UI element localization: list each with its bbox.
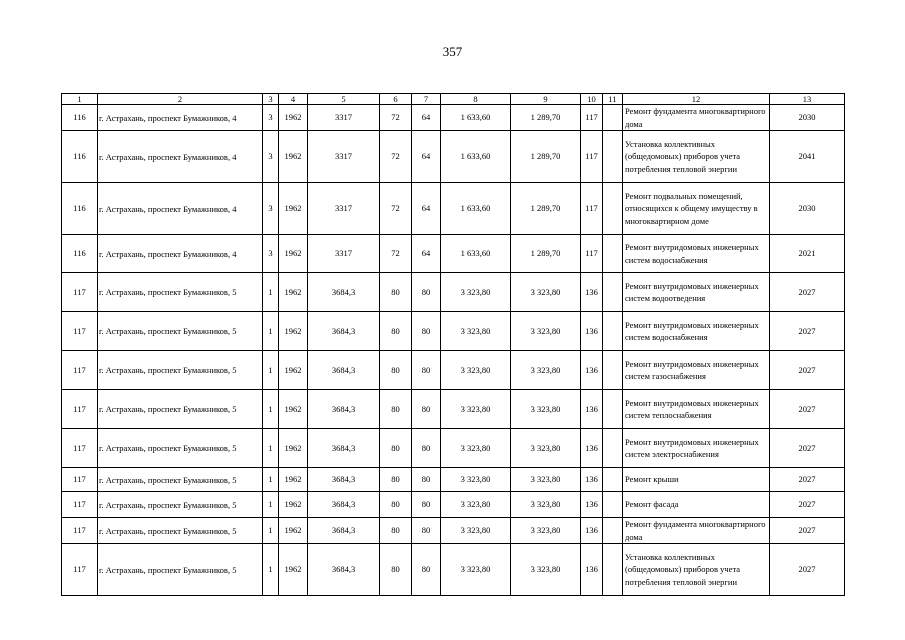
col10-cell: 117 <box>581 105 603 131</box>
year-planned-cell: 2027 <box>770 492 845 518</box>
col9-cell: 3 323,80 <box>511 273 581 312</box>
table-row <box>62 312 845 351</box>
col8-cell: 1 633,60 <box>441 105 511 131</box>
col9-cell: 3 323,80 <box>511 312 581 351</box>
year-planned-cell: 2027 <box>770 312 845 351</box>
area-cell: 3684,3 <box>308 429 380 468</box>
column-number: 2 <box>98 94 263 105</box>
column-number: 11 <box>603 94 623 105</box>
table-row <box>62 429 845 468</box>
col11-cell <box>603 518 623 544</box>
column-number: 12 <box>623 94 770 105</box>
address-cell: г. Астрахань, проспект Бумажников, 5 <box>98 544 263 596</box>
year-cell: 1962 <box>279 273 308 312</box>
row-number-cell: 117 <box>62 429 98 468</box>
col3-cell: 1 <box>263 429 279 468</box>
column-number: 9 <box>511 94 581 105</box>
col10-cell: 136 <box>581 518 603 544</box>
year-planned-cell: 2027 <box>770 518 845 544</box>
col7-cell: 80 <box>412 351 441 390</box>
year-cell: 1962 <box>279 351 308 390</box>
col8-cell: 3 323,80 <box>441 518 511 544</box>
col8-cell: 1 633,60 <box>441 131 511 183</box>
address-cell: г. Астрахань, проспект Бумажников, 4 <box>98 183 263 235</box>
row-number-cell: 116 <box>62 105 98 131</box>
year-planned-cell: 2030 <box>770 183 845 235</box>
col10-cell: 136 <box>581 273 603 312</box>
col9-cell: 3 323,80 <box>511 492 581 518</box>
address-cell: г. Астрахань, проспект Бумажников, 5 <box>98 390 263 429</box>
col8-cell: 1 633,60 <box>441 183 511 235</box>
year-cell: 1962 <box>279 312 308 351</box>
work-type-cell: Ремонт внутридомовых инженерных систем водоотведения <box>623 273 770 312</box>
column-number: 5 <box>308 94 380 105</box>
col3-cell: 1 <box>263 390 279 429</box>
area-cell: 3317 <box>308 105 380 131</box>
col7-cell: 80 <box>412 429 441 468</box>
col7-cell: 64 <box>412 105 441 131</box>
column-number: 13 <box>770 94 845 105</box>
col9-cell: 3 323,80 <box>511 544 581 596</box>
col3-cell: 1 <box>263 544 279 596</box>
row-number-cell: 116 <box>62 235 98 273</box>
col9-cell: 3 323,80 <box>511 468 581 492</box>
row-number-cell: 117 <box>62 390 98 429</box>
col6-cell: 80 <box>380 390 412 429</box>
table-row <box>62 183 845 235</box>
column-number: 3 <box>263 94 279 105</box>
col7-cell: 80 <box>412 468 441 492</box>
area-cell: 3684,3 <box>308 468 380 492</box>
table-row <box>62 351 845 390</box>
col6-cell: 80 <box>380 468 412 492</box>
col7-cell: 80 <box>412 544 441 596</box>
column-number: 1 <box>62 94 98 105</box>
col8-cell: 1 633,60 <box>441 235 511 273</box>
col3-cell: 1 <box>263 312 279 351</box>
work-type-cell: Ремонт фундамента многоквартирного дома <box>623 105 770 131</box>
row-number-cell: 116 <box>62 183 98 235</box>
col8-cell: 3 323,80 <box>441 468 511 492</box>
table-row <box>62 273 845 312</box>
row-number-cell: 117 <box>62 468 98 492</box>
address-cell: г. Астрахань, проспект Бумажников, 5 <box>98 273 263 312</box>
col11-cell <box>603 544 623 596</box>
work-type-cell: Ремонт внутридомовых инженерных систем водоснабжения <box>623 235 770 273</box>
col11-cell <box>603 131 623 183</box>
table-row <box>62 518 845 544</box>
col7-cell: 80 <box>412 492 441 518</box>
col7-cell: 80 <box>412 273 441 312</box>
address-cell: г. Астрахань, проспект Бумажников, 4 <box>98 131 263 183</box>
area-cell: 3317 <box>308 235 380 273</box>
year-planned-cell: 2021 <box>770 235 845 273</box>
address-cell: г. Астрахань, проспект Бумажников, 5 <box>98 429 263 468</box>
col10-cell: 136 <box>581 312 603 351</box>
col9-cell: 3 323,80 <box>511 518 581 544</box>
work-type-cell: Ремонт фундамента многоквартирного дома <box>623 518 770 544</box>
row-number-cell: 117 <box>62 544 98 596</box>
row-number-cell: 117 <box>62 312 98 351</box>
col11-cell <box>603 390 623 429</box>
area-cell: 3684,3 <box>308 273 380 312</box>
year-planned-cell: 2027 <box>770 468 845 492</box>
col8-cell: 3 323,80 <box>441 492 511 518</box>
col9-cell: 3 323,80 <box>511 429 581 468</box>
col6-cell: 72 <box>380 131 412 183</box>
area-cell: 3684,3 <box>308 351 380 390</box>
column-number: 7 <box>412 94 441 105</box>
col10-cell: 136 <box>581 468 603 492</box>
col3-cell: 1 <box>263 468 279 492</box>
area-cell: 3684,3 <box>308 390 380 429</box>
col8-cell: 3 323,80 <box>441 351 511 390</box>
col9-cell: 1 289,70 <box>511 131 581 183</box>
col7-cell: 64 <box>412 183 441 235</box>
address-cell: г. Астрахань, проспект Бумажников, 5 <box>98 468 263 492</box>
page-number: 357 <box>442 44 463 59</box>
area-cell: 3684,3 <box>308 518 380 544</box>
col6-cell: 80 <box>380 312 412 351</box>
col6-cell: 72 <box>380 183 412 235</box>
col11-cell <box>603 468 623 492</box>
col7-cell: 64 <box>412 131 441 183</box>
address-cell: г. Астрахань, проспект Бумажников, 5 <box>98 518 263 544</box>
col6-cell: 80 <box>380 429 412 468</box>
col6-cell: 72 <box>380 235 412 273</box>
col9-cell: 1 289,70 <box>511 235 581 273</box>
year-cell: 1962 <box>279 518 308 544</box>
year-cell: 1962 <box>279 468 308 492</box>
work-type-cell: Ремонт внутридомовых инженерных систем теплоснабжения <box>623 390 770 429</box>
col10-cell: 136 <box>581 544 603 596</box>
year-planned-cell: 2027 <box>770 351 845 390</box>
col3-cell: 1 <box>263 518 279 544</box>
table-row <box>62 544 845 596</box>
col3-cell: 1 <box>263 351 279 390</box>
area-cell: 3317 <box>308 183 380 235</box>
year-cell: 1962 <box>279 544 308 596</box>
column-number: 10 <box>581 94 603 105</box>
col3-cell: 1 <box>263 492 279 518</box>
col6-cell: 80 <box>380 273 412 312</box>
col10-cell: 136 <box>581 390 603 429</box>
area-cell: 3317 <box>308 131 380 183</box>
col11-cell <box>603 235 623 273</box>
address-cell: г. Астрахань, проспект Бумажников, 5 <box>98 312 263 351</box>
year-cell: 1962 <box>279 235 308 273</box>
col6-cell: 80 <box>380 492 412 518</box>
year-cell: 1962 <box>279 429 308 468</box>
col10-cell: 117 <box>581 131 603 183</box>
col3-cell: 3 <box>263 235 279 273</box>
col3-cell: 1 <box>263 273 279 312</box>
col6-cell: 72 <box>380 105 412 131</box>
column-number: 8 <box>441 94 511 105</box>
col6-cell: 80 <box>380 518 412 544</box>
work-type-cell: Ремонт крыши <box>623 468 770 492</box>
column-number-row <box>62 94 845 105</box>
row-number-cell: 116 <box>62 131 98 183</box>
year-cell: 1962 <box>279 131 308 183</box>
year-planned-cell: 2027 <box>770 544 845 596</box>
col10-cell: 117 <box>581 235 603 273</box>
year-planned-cell: 2041 <box>770 131 845 183</box>
column-number: 6 <box>380 94 412 105</box>
col11-cell <box>603 183 623 235</box>
year-cell: 1962 <box>279 390 308 429</box>
year-planned-cell: 2027 <box>770 273 845 312</box>
work-type-cell: Ремонт фасада <box>623 492 770 518</box>
col7-cell: 80 <box>412 312 441 351</box>
area-cell: 3684,3 <box>308 312 380 351</box>
work-type-cell: Ремонт внутридомовых инженерных систем водоснабжения <box>623 312 770 351</box>
col11-cell <box>603 351 623 390</box>
address-cell: г. Астрахань, проспект Бумажников, 4 <box>98 105 263 131</box>
col6-cell: 80 <box>380 351 412 390</box>
col7-cell: 64 <box>412 235 441 273</box>
address-cell: г. Астрахань, проспект Бумажников, 5 <box>98 492 263 518</box>
col11-cell <box>603 105 623 131</box>
register-table <box>61 93 845 596</box>
col9-cell: 3 323,80 <box>511 390 581 429</box>
col8-cell: 3 323,80 <box>441 312 511 351</box>
year-planned-cell: 2027 <box>770 429 845 468</box>
col11-cell <box>603 312 623 351</box>
row-number-cell: 117 <box>62 351 98 390</box>
year-cell: 1962 <box>279 183 308 235</box>
table-body <box>62 94 845 596</box>
col11-cell <box>603 429 623 468</box>
area-cell: 3684,3 <box>308 492 380 518</box>
year-cell: 1962 <box>279 492 308 518</box>
column-number: 4 <box>279 94 308 105</box>
table-row <box>62 131 845 183</box>
table-row <box>62 235 845 273</box>
work-type-cell: Установка коллективных (общедомовых) приборов учета потребления тепловой энергии <box>623 544 770 596</box>
work-type-cell: Ремонт внутридомовых инженерных систем газоснабжения <box>623 351 770 390</box>
col10-cell: 136 <box>581 429 603 468</box>
col10-cell: 136 <box>581 492 603 518</box>
year-planned-cell: 2027 <box>770 390 845 429</box>
col8-cell: 3 323,80 <box>441 390 511 429</box>
table-row <box>62 468 845 492</box>
col8-cell: 3 323,80 <box>441 273 511 312</box>
work-type-cell: Установка коллективных (общедомовых) приборов учета потребления тепловой энергии <box>623 131 770 183</box>
col9-cell: 1 289,70 <box>511 183 581 235</box>
col3-cell: 3 <box>263 105 279 131</box>
col11-cell <box>603 273 623 312</box>
address-cell: г. Астрахань, проспект Бумажников, 4 <box>98 235 263 273</box>
col8-cell: 3 323,80 <box>441 544 511 596</box>
col8-cell: 3 323,80 <box>441 429 511 468</box>
col6-cell: 80 <box>380 544 412 596</box>
col9-cell: 1 289,70 <box>511 105 581 131</box>
table-row <box>62 390 845 429</box>
table-row <box>62 492 845 518</box>
work-type-cell: Ремонт внутридомовых инженерных систем электроснабжения <box>623 429 770 468</box>
col7-cell: 80 <box>412 390 441 429</box>
col10-cell: 117 <box>581 183 603 235</box>
work-type-cell: Ремонт подвальных помещений, относящихся к общему имуществу в многоквартирном доме <box>623 183 770 235</box>
col10-cell: 136 <box>581 351 603 390</box>
col7-cell: 80 <box>412 518 441 544</box>
col11-cell <box>603 492 623 518</box>
area-cell: 3684,3 <box>308 544 380 596</box>
col3-cell: 3 <box>263 183 279 235</box>
table-row <box>62 105 845 131</box>
address-cell: г. Астрахань, проспект Бумажников, 5 <box>98 351 263 390</box>
year-planned-cell: 2030 <box>770 105 845 131</box>
col9-cell: 3 323,80 <box>511 351 581 390</box>
year-cell: 1962 <box>279 105 308 131</box>
row-number-cell: 117 <box>62 492 98 518</box>
row-number-cell: 117 <box>62 273 98 312</box>
col3-cell: 3 <box>263 131 279 183</box>
row-number-cell: 117 <box>62 518 98 544</box>
